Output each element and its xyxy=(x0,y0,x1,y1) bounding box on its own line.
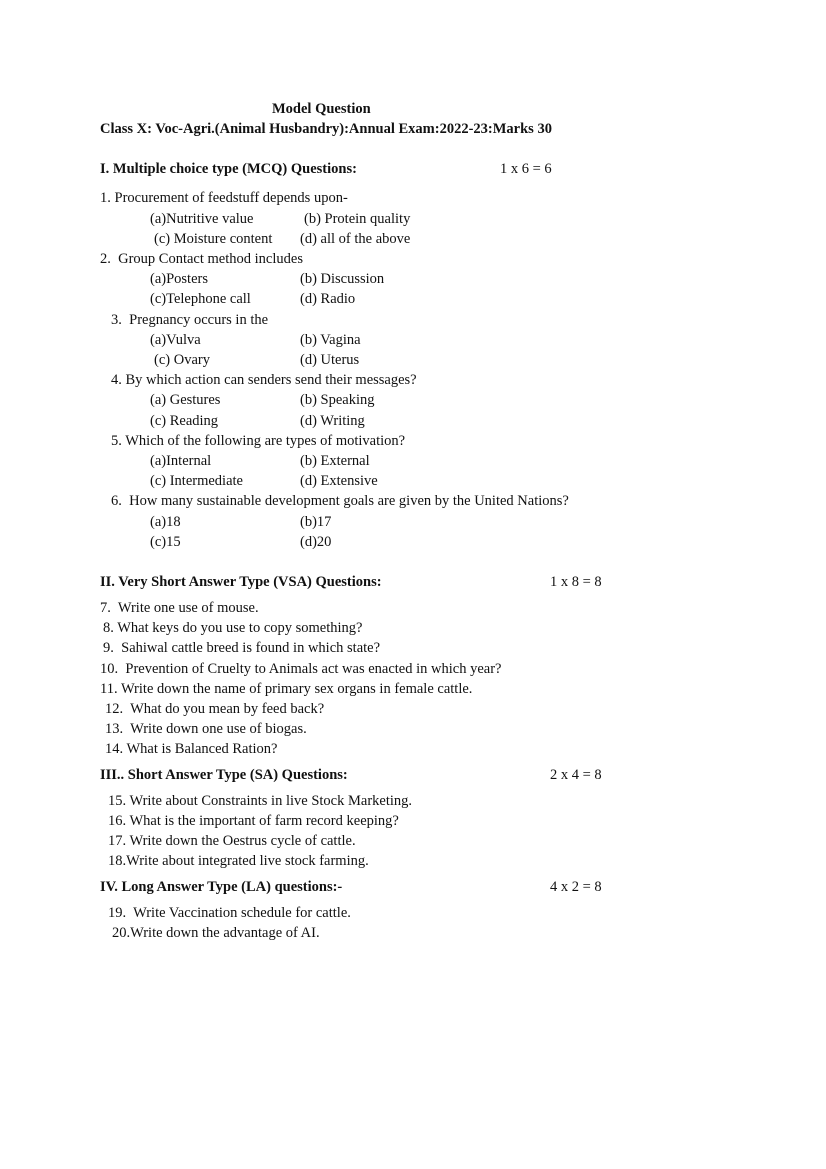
vsa-question: 10. Prevention of Cruelty to Animals act was enacted in which year? xyxy=(100,661,502,677)
mcq-option: (c) Reading xyxy=(150,413,219,429)
mcq-option: (b) External xyxy=(300,453,370,469)
section-heading-sa: III.. Short Answer Type (SA) Questions: xyxy=(100,767,348,783)
mcq-option: (c) Ovary xyxy=(154,352,210,368)
mcq-question: 3. Pregnancy occurs in the xyxy=(111,312,269,328)
section-marks-sa: 2 x 4 = 8 xyxy=(550,767,602,783)
section-marks-vsa: 1 x 8 = 8 xyxy=(550,574,602,590)
mcq-option: (b) Discussion xyxy=(300,271,385,287)
mcq-option: (c) Intermediate xyxy=(150,473,243,489)
mcq-option: (d) Writing xyxy=(300,413,365,429)
la-question: 20.Write down the advantage of AI. xyxy=(112,925,320,941)
mcq-option: (b) Vagina xyxy=(300,332,361,348)
mcq-option: (a)Nutritive value xyxy=(150,211,254,227)
mcq-option: (c)15 xyxy=(150,534,181,550)
la-question: 19. Write Vaccination schedule for cattle. xyxy=(108,905,351,921)
section-marks-mcq: 1 x 6 = 6 xyxy=(500,161,552,177)
vsa-question: 7. Write one use of mouse. xyxy=(100,600,259,616)
mcq-option: (b) Protein quality xyxy=(304,211,411,227)
vsa-question: 14. What is Balanced Ration? xyxy=(105,741,278,757)
vsa-question: 9. Sahiwal cattle breed is found in which state? xyxy=(103,640,381,656)
mcq-question: 2. Group Contact method includes xyxy=(100,251,303,267)
section-heading-la: IV. Long Answer Type (LA) questions:- xyxy=(100,879,343,895)
vsa-question: 13. Write down one use of biogas. xyxy=(105,721,307,737)
mcq-option: (d) Uterus xyxy=(300,352,360,368)
mcq-option: (a)Posters xyxy=(150,271,208,287)
sa-question: 18.Write about integrated live stock farming. xyxy=(108,853,369,869)
mcq-option: (b) Speaking xyxy=(300,392,375,408)
mcq-option: (d)20 xyxy=(300,534,332,550)
mcq-option: (c) Moisture content xyxy=(154,231,273,247)
vsa-question: 11. Write down the name of primary sex organs in female cattle. xyxy=(100,681,473,697)
exam-subtitle: Class X: Voc-Agri.(Animal Husbandry):Annual Exam:2022-23:Marks 30 xyxy=(100,121,552,137)
section-heading-vsa: II. Very Short Answer Type (VSA) Questions: xyxy=(100,574,382,590)
mcq-option: (d) Radio xyxy=(300,291,356,307)
mcq-option: (d) all of the above xyxy=(300,231,411,247)
sa-question: 17. Write down the Oestrus cycle of cattle. xyxy=(108,833,356,849)
vsa-question: 12. What do you mean by feed back? xyxy=(105,701,325,717)
mcq-option: (a) Gestures xyxy=(150,392,221,408)
mcq-option: (d) Extensive xyxy=(300,473,378,489)
mcq-question: 5. Which of the following are types of motivation? xyxy=(111,433,406,449)
section-heading-mcq: I. Multiple choice type (MCQ) Questions: xyxy=(100,161,357,177)
mcq-option: (c)Telephone call xyxy=(150,291,251,307)
sa-question: 16. What is the important of farm record keeping? xyxy=(108,813,399,829)
mcq-question: 1. Procurement of feedstuff depends upon- xyxy=(100,190,348,206)
mcq-option: (b)17 xyxy=(300,514,332,530)
mcq-question: 6. How many sustainable development goals are given by the United Nations? xyxy=(111,493,569,509)
sa-question: 15. Write about Constraints in live Stock Marketing. xyxy=(108,793,413,809)
section-marks-la: 4 x 2 = 8 xyxy=(550,879,602,895)
mcq-option: (a)Internal xyxy=(150,453,212,469)
mcq-option: (a)Vulva xyxy=(150,332,201,348)
vsa-question: 8. What keys do you use to copy something? xyxy=(103,620,363,636)
mcq-option: (a)18 xyxy=(150,514,181,530)
mcq-question: 4. By which action can senders send their messages? xyxy=(111,372,417,388)
page-title: Model Question xyxy=(272,101,371,117)
